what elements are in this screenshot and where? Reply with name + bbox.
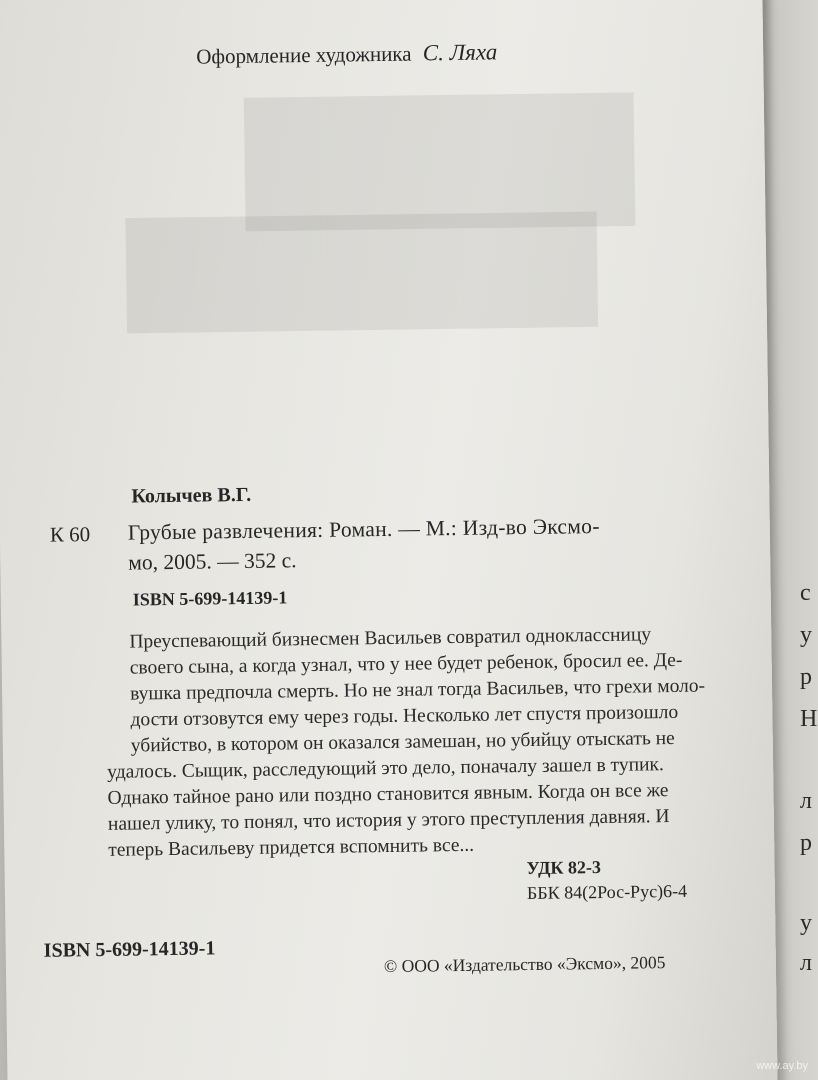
copyright-page: █████ ███████ Оформление художника С. Ляха Колычев В.Г. К 60 Грубые развлечения: Роман. — М.: Изд-во Эксмо- мо, 2005. — 352 с. ISBN 5-699-14139-1 Преуспевающий бизнесмен Васильев совратил одноклассницу своего сына, а когда узнал, что у нее будет ребенок, бросил ее. Де- вушка предпочла смерть. Но не знал тогда Васильев, что грехи моло- дости отзовутся ему через годы. Несколько лет спустя произошло убийство, в котором он оказался замешан, но убийцу отыскать не удалось. Сыщик, расследующий это дело, поначалу зашел в тупик. Однако тайное рано или поздно становится явным. Когда он все же нашел улику, то понял, что история у этого преступления давняя. И теперь Васильеву придется вспомнить все... УДК 82-3 ББК 84(2Рос-Рус)6-4 ISBN 5-699-14139-1 © ООО «Издательство «Эксмо», 2005 [0,0,778,1080]
annotation-line: убийство, в котором он оказался замешан, но убийцу отыскать не [130,727,675,757]
edge-letter: Н [800,706,818,732]
annotation-line: вушка предпочла смерть. Но не знал тогда Васильев, что грехи моло- [129,675,706,705]
edge-letter: р [800,830,812,856]
annotation-line: нашел улику, то понял, что история у этого преступления давняя. И [107,806,670,835]
annotation-line: Преуспевающий бизнесмен Васильев совратил одноклассницу [129,624,652,653]
bibliographic-line-1: Грубые развлечения: Роман. — М.: Изд-во Эксмо- [127,514,600,545]
annotation-line: удалось. Сыщик, расследующий это дело, поначалу зашел в тупик. [107,754,664,783]
edge-letter: р [800,664,812,690]
author-heading: Колычев В.Г. [131,483,252,508]
udk-code: УДК 82-3 [526,857,602,879]
designer-credit [196,39,497,69]
edge-letter: л [800,950,812,976]
bbk-code: ББК 84(2Рос-Рус)6-4 [526,880,688,904]
catalog-code: К 60 [49,522,91,547]
annotation-line: теперь Васильеву придется вспомнить все... [108,834,475,861]
bibliographic-line-2: мо, 2005. — 352 с. [128,548,297,575]
copyright-notice: © ООО «Издательство «Эксмо», 2005 [383,952,666,977]
annotation-line: дости отзовутся ему через годы. Несколько лет спустя произошло [130,701,679,731]
isbn-bottom: ISBN 5-699-14139-1 [43,937,216,962]
annotation-line: своего сына, а когда узнал, что у нее будет ребенок, бросил ее. Де- [129,649,683,679]
designer-name: С. Ляха [422,39,498,66]
annotation-line: Однако тайное рано или поздно становится явным. Когда он все же [107,780,669,809]
edge-letter: с [800,580,811,606]
designer-label: Оформление художника [196,41,412,69]
edge-letter: л [800,788,812,814]
edge-letter: у [800,622,812,648]
site-watermark: www.ay.by [756,1060,808,1072]
edge-letter: у [800,910,812,936]
isbn-top: ISBN 5-699-14139-1 [132,587,288,610]
